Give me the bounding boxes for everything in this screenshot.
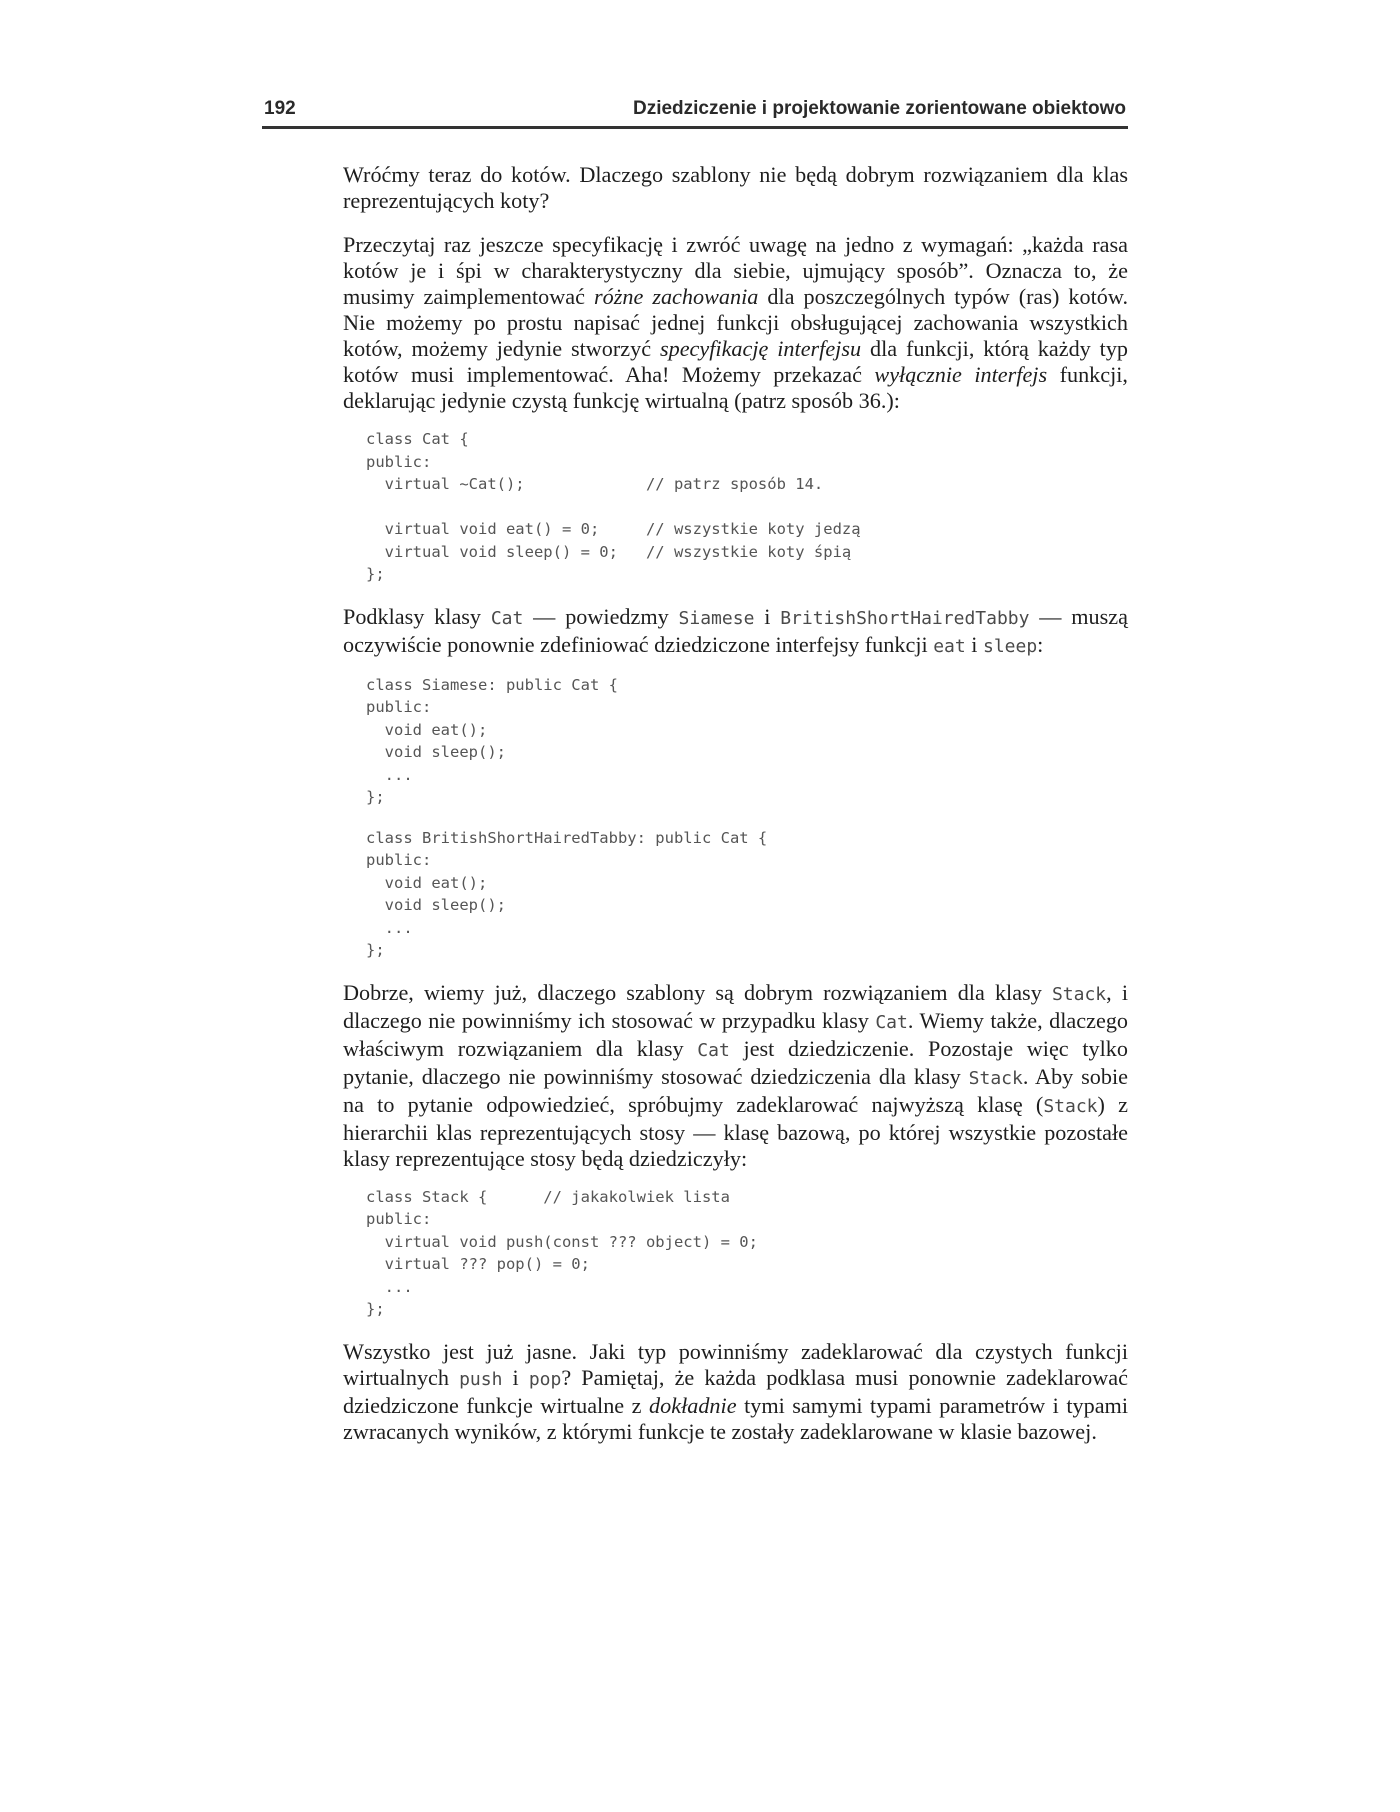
text-run: jest dziedziczenie. Pozostaje więc tylko pytanie, dlaczego nie powinniśmy stosować dziedziczenia dla klasy <box>343 1035 1128 1089</box>
paragraph-stack <box>343 980 1128 1172</box>
text-run: : <box>1037 631 1044 657</box>
text-run: dla funkcji, którą każdy typ kotów musi implementować. Aha! Możemy przekazać <box>343 336 1129 387</box>
inline-code: BritishShortHairedTabby <box>780 607 1030 629</box>
inline-code: Siamese <box>678 607 755 629</box>
inline-code: Stack <box>968 1067 1023 1089</box>
text-run: . Wiemy także, dlaczego właściwym rozwiązaniem dla klasy <box>343 1007 1129 1061</box>
inline-code: Cat <box>875 1011 908 1033</box>
text-run: Podklasy klasy <box>343 603 491 629</box>
text-run: . Aby sobie na to pytanie odpowiedzieć, spróbujmy zadeklarować najwyższą klasę ( <box>343 1063 1128 1117</box>
page-body <box>343 162 1128 1445</box>
inline-code: push <box>459 1368 503 1390</box>
paragraph-conclusion <box>343 1339 1128 1445</box>
paragraph-specification <box>343 232 1128 414</box>
inline-code: pop <box>528 1368 562 1390</box>
inline-code: Stack <box>1051 983 1107 1005</box>
emphasis-text: specyfikację interfejsu <box>659 336 862 361</box>
inline-code: sleep <box>982 635 1038 657</box>
text-run: i <box>965 631 983 657</box>
code-block-siamese: class Siamese: public Cat { public: void eat(); void sleep(); ... }; <box>366 675 618 806</box>
inline-code: Cat <box>697 1039 730 1061</box>
code-block-cat: class Cat { public: virtual ~Cat(); // patrz sposób 14. virtual void eat() = 0; // wszystkie koty jedzą virtual void sleep() = 0; // wszystkie koty śpią }; <box>366 430 861 583</box>
text-run: tymi samymi typami parametrów i typami zwracanych wyników, z którymi funkcje te zostały zadeklarowane w klasie bazowej. <box>343 1392 1128 1444</box>
paragraph-subclasses <box>343 604 1128 660</box>
inline-code: Cat <box>490 607 524 629</box>
text-run: funkcji, deklarując jedynie czystą funkcję wirtualną (patrz sposób 36.): <box>343 362 1128 413</box>
text-run: Przeczytaj raz jeszcze specyfikację i zwróć uwagę na jedno z wymagań: „każda rasa kotów je i śpi w charakterystyczny dla siebie, ujmujący sposób”. Oznacza to, że musimy zaimplementować <box>343 232 1128 309</box>
text-run: i <box>754 603 781 629</box>
inline-code: eat <box>933 635 966 657</box>
text-run: ) z hierarchii klas reprezentujących stosy — klasę bazową, po której wszystkie pozostałe klasy reprezentujące stosy będą dziedziczyły: <box>343 1091 1128 1171</box>
text-run: Dobrze, wiemy już, dlaczego szablony są dobrym rozwiązaniem dla klasy <box>343 979 1052 1005</box>
emphasis-text: różne zachowania <box>593 284 759 309</box>
text-run: — powiedzmy <box>523 603 679 629</box>
code-block-stack: class Stack { // jakakolwiek lista public: virtual void push(const ??? object) = 0; virtual ??? pop() = 0; ... }; <box>366 1187 758 1318</box>
paragraph-intro <box>343 162 1128 214</box>
page-number: 192 <box>264 98 296 119</box>
text-run: ? Pamiętaj, że każda podklasa musi ponownie zadeklarować dziedziczone funkcje wirtualne z <box>343 1364 1128 1418</box>
inline-code: Stack <box>1043 1095 1098 1117</box>
text-run: , i dlaczego nie powinniśmy ich stosować w przypadku klasy <box>343 979 1128 1033</box>
page-header <box>262 94 1128 129</box>
code-block-tabby: class BritishShortHairedTabby: public Cat { public: void eat(); void sleep(); ... }; <box>366 828 768 959</box>
text-run: i <box>502 1364 529 1390</box>
running-title: Dziedziczenie i projektowanie zorientowane obiektowo <box>632 98 1126 119</box>
emphasis-text: dokładnie <box>649 1392 737 1418</box>
emphasis-text: wyłącznie interfejs <box>874 362 1048 387</box>
text-run: — muszą oczywiście ponownie zdefiniować dziedziczone interfejsy funkcji <box>343 603 1128 657</box>
text-run: Wszystko jest już jasne. Jaki typ powinniśmy zadeklarować dla czystych funkcji wirtualnych <box>343 1338 1128 1390</box>
text-run: dla poszczególnych typów (ras) kotów. Nie możemy po prostu napisać jednej funkcji obsługującej zachowania wszystkich kotów, możemy jedynie stworzyć <box>343 284 1129 361</box>
paragraph-intro-text: Wróćmy teraz do kotów. Dlaczego szablony nie będą dobrym rozwiązaniem dla klas reprezentujących koty? <box>343 162 1128 213</box>
